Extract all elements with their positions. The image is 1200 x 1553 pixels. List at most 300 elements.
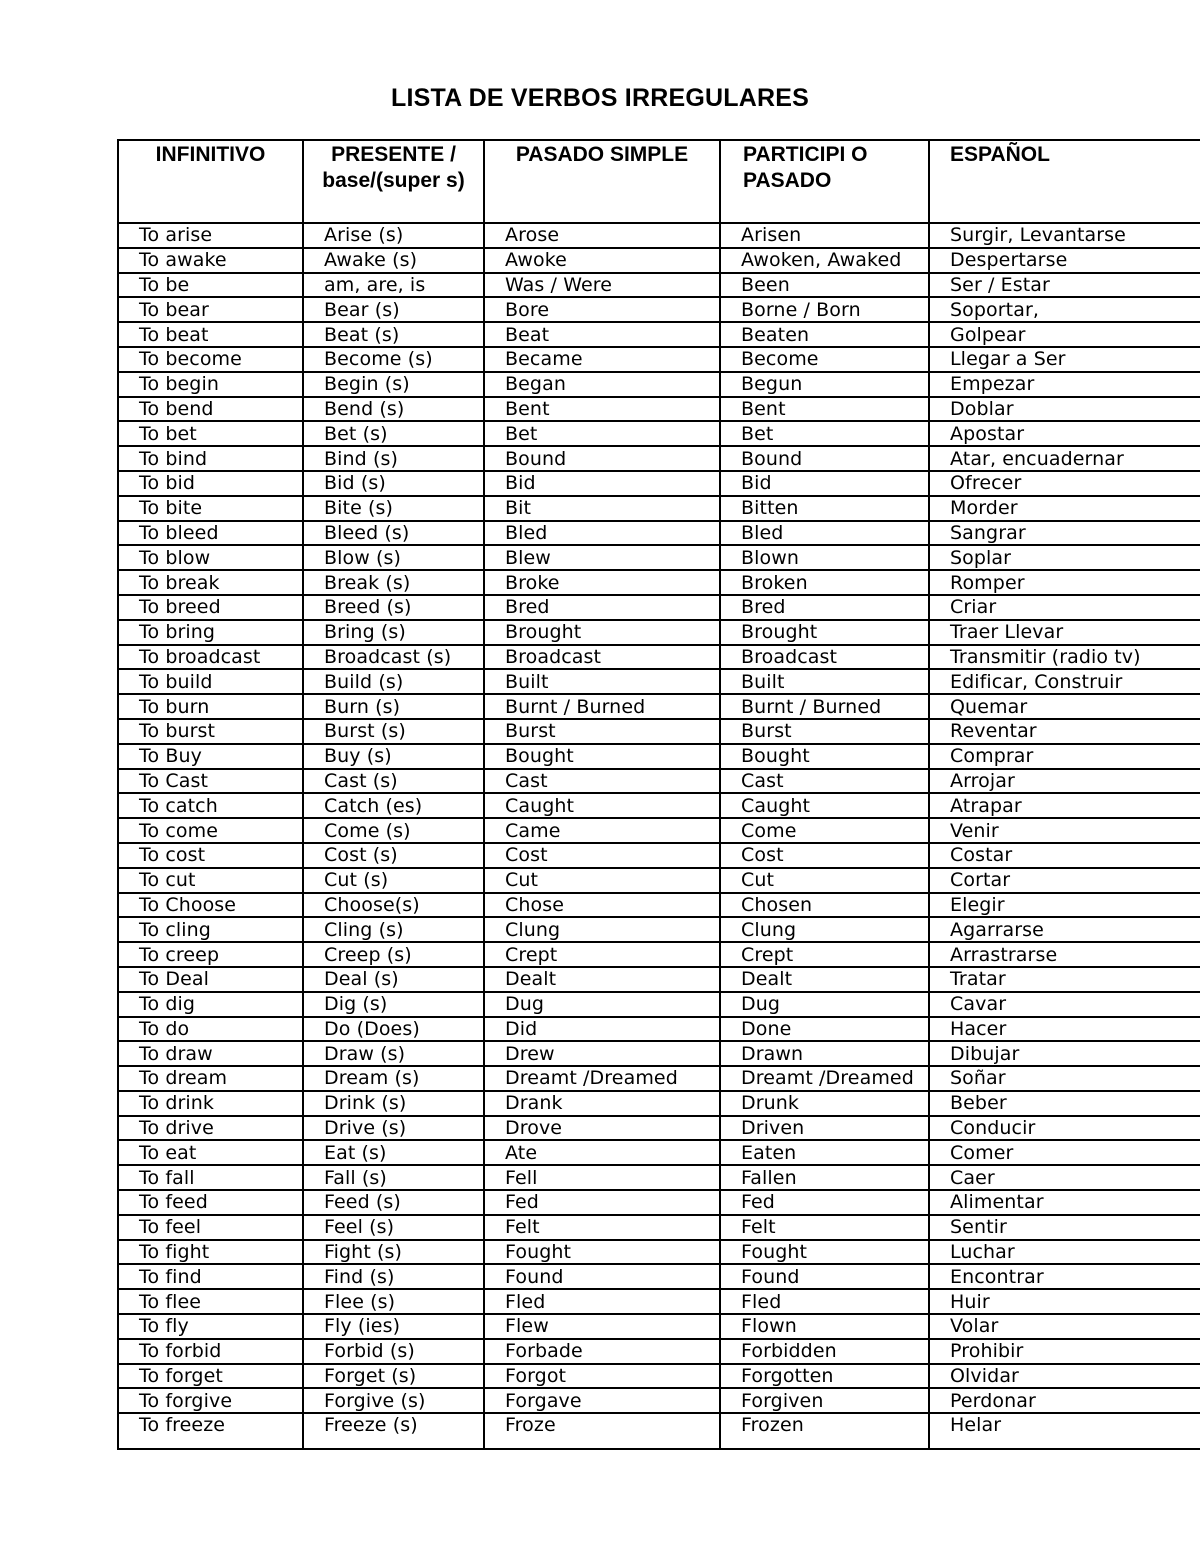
header-espanol: ESPAÑOL [929, 140, 1200, 223]
infinitivo-cell: To break [118, 570, 303, 595]
infinitivo-cell: To do [118, 1017, 303, 1042]
presente-cell: Catch (es) [303, 793, 484, 818]
presente-cell: Burn (s) [303, 694, 484, 719]
presente-cell: Draw (s) [303, 1041, 484, 1066]
participio-cell: Broken [720, 570, 929, 595]
espanol-cell: Huir [929, 1289, 1200, 1314]
infinitivo-cell: To forbid [118, 1339, 303, 1364]
pasado-simple-cell: Crept [484, 942, 720, 967]
pasado-simple-cell: Found [484, 1264, 720, 1289]
table-row [118, 1116, 1200, 1141]
espanol-cell: Tratar [929, 967, 1200, 992]
pasado-simple-cell: Came [484, 818, 720, 843]
pasado-simple-cell: Fell [484, 1165, 720, 1190]
table-row [118, 1215, 1200, 1240]
pasado-simple-cell: Fled [484, 1289, 720, 1314]
table-row [118, 967, 1200, 992]
presente-cell: Cut (s) [303, 868, 484, 893]
presente-cell: Bid (s) [303, 471, 484, 496]
participio-cell: Fed [720, 1190, 929, 1215]
presente-cell: Cost (s) [303, 843, 484, 868]
participio-cell: Dug [720, 992, 929, 1017]
presente-cell: Feed (s) [303, 1190, 484, 1215]
espanol-cell: Venir [929, 818, 1200, 843]
presente-cell: Become (s) [303, 347, 484, 372]
table-body [118, 223, 1200, 1449]
participio-cell: Beaten [720, 322, 929, 347]
table-row [118, 719, 1200, 744]
pasado-simple-cell: Dealt [484, 967, 720, 992]
table-row [118, 1339, 1200, 1364]
infinitivo-cell: To drive [118, 1116, 303, 1141]
infinitivo-cell: To broadcast [118, 645, 303, 670]
table-row [118, 471, 1200, 496]
presente-cell: Freeze (s) [303, 1413, 484, 1449]
infinitivo-cell: To feed [118, 1190, 303, 1215]
participio-cell: Been [720, 273, 929, 298]
pasado-simple-cell: Blew [484, 545, 720, 570]
table-header-row [118, 140, 1200, 223]
infinitivo-cell: To awake [118, 248, 303, 273]
participio-cell: Chosen [720, 893, 929, 918]
table-row [118, 1041, 1200, 1066]
presente-cell: Forget (s) [303, 1364, 484, 1389]
presente-cell: Creep (s) [303, 942, 484, 967]
infinitivo-cell: To be [118, 273, 303, 298]
participio-cell: Frozen [720, 1413, 929, 1449]
espanol-cell: Quemar [929, 694, 1200, 719]
table-row [118, 769, 1200, 794]
pasado-simple-cell: Bound [484, 446, 720, 471]
participio-cell: Drawn [720, 1041, 929, 1066]
espanol-cell: Criar [929, 595, 1200, 620]
espanol-cell: Elegir [929, 893, 1200, 918]
pasado-simple-cell: Broke [484, 570, 720, 595]
table-row [118, 496, 1200, 521]
pasado-simple-cell: Did [484, 1017, 720, 1042]
pasado-simple-cell: Fought [484, 1240, 720, 1265]
presente-cell: Buy (s) [303, 744, 484, 769]
participio-cell: Forgotten [720, 1364, 929, 1389]
espanol-cell: Encontrar [929, 1264, 1200, 1289]
table-row [118, 1091, 1200, 1116]
espanol-cell: Perdonar [929, 1388, 1200, 1413]
presente-cell: Bite (s) [303, 496, 484, 521]
irregular-verbs-table [117, 139, 1200, 1450]
pasado-simple-cell: Froze [484, 1413, 720, 1449]
espanol-cell: Reventar [929, 719, 1200, 744]
presente-cell: Awake (s) [303, 248, 484, 273]
table-row [118, 843, 1200, 868]
table-row [118, 1264, 1200, 1289]
participio-cell: Fled [720, 1289, 929, 1314]
presente-cell: Dream (s) [303, 1066, 484, 1091]
presente-cell: Breed (s) [303, 595, 484, 620]
participio-cell: Bet [720, 421, 929, 446]
participio-cell: Drunk [720, 1091, 929, 1116]
participio-cell: Blown [720, 545, 929, 570]
presente-cell: Begin (s) [303, 372, 484, 397]
infinitivo-cell: To cost [118, 843, 303, 868]
pasado-simple-cell: Broadcast [484, 645, 720, 670]
pasado-simple-cell: Forgot [484, 1364, 720, 1389]
participio-cell: Done [720, 1017, 929, 1042]
infinitivo-cell: To freeze [118, 1413, 303, 1449]
table-row [118, 1165, 1200, 1190]
pasado-simple-cell: Drank [484, 1091, 720, 1116]
espanol-cell: Sangrar [929, 521, 1200, 546]
presente-cell: Broadcast (s) [303, 645, 484, 670]
espanol-cell: Dibujar [929, 1041, 1200, 1066]
header-participio: PARTICIPI O PASADO [720, 140, 929, 223]
espanol-cell: Cavar [929, 992, 1200, 1017]
espanol-cell: Luchar [929, 1240, 1200, 1265]
espanol-cell: Soñar [929, 1066, 1200, 1091]
participio-cell: Fought [720, 1240, 929, 1265]
table-row [118, 1388, 1200, 1413]
espanol-cell: Alimentar [929, 1190, 1200, 1215]
participio-cell: Forgiven [720, 1388, 929, 1413]
espanol-cell: Conducir [929, 1116, 1200, 1141]
infinitivo-cell: To bind [118, 446, 303, 471]
participio-cell: Bent [720, 397, 929, 422]
participio-cell: Awoken, Awaked [720, 248, 929, 273]
presente-cell: Drive (s) [303, 1116, 484, 1141]
pasado-simple-cell: Caught [484, 793, 720, 818]
participio-cell: Become [720, 347, 929, 372]
infinitivo-cell: To catch [118, 793, 303, 818]
participio-cell: Burnt / Burned [720, 694, 929, 719]
pasado-simple-cell: Chose [484, 893, 720, 918]
presente-cell: Forbid (s) [303, 1339, 484, 1364]
pasado-simple-cell: Burnt / Burned [484, 694, 720, 719]
espanol-cell: Helar [929, 1413, 1200, 1449]
table-row [118, 1364, 1200, 1389]
pasado-simple-cell: Was / Were [484, 273, 720, 298]
participio-cell: Bred [720, 595, 929, 620]
presente-cell: Cast (s) [303, 769, 484, 794]
table-row [118, 669, 1200, 694]
infinitivo-cell: To creep [118, 942, 303, 967]
infinitivo-cell: To forgive [118, 1388, 303, 1413]
infinitivo-cell: To draw [118, 1041, 303, 1066]
participio-cell: Begun [720, 372, 929, 397]
participio-cell: Cut [720, 868, 929, 893]
table-row [118, 397, 1200, 422]
infinitivo-cell: To burst [118, 719, 303, 744]
presente-cell: Blow (s) [303, 545, 484, 570]
table-row [118, 347, 1200, 372]
table-row [118, 893, 1200, 918]
table-row [118, 1140, 1200, 1165]
pasado-simple-cell: Forbade [484, 1339, 720, 1364]
presente-cell: Choose(s) [303, 893, 484, 918]
participio-cell: Burst [720, 719, 929, 744]
infinitivo-cell: To burn [118, 694, 303, 719]
pasado-simple-cell: Bit [484, 496, 720, 521]
pasado-simple-cell: Dug [484, 992, 720, 1017]
participio-cell: Built [720, 669, 929, 694]
presente-cell: Bend (s) [303, 397, 484, 422]
presente-cell: Bet (s) [303, 421, 484, 446]
espanol-cell: Romper [929, 570, 1200, 595]
table-row [118, 1413, 1200, 1449]
infinitivo-cell: To fall [118, 1165, 303, 1190]
presente-cell: Bind (s) [303, 446, 484, 471]
table-row [118, 521, 1200, 546]
espanol-cell: Llegar a Ser [929, 347, 1200, 372]
header-infinitivo: INFINITIVO [118, 140, 303, 223]
pasado-simple-cell: Felt [484, 1215, 720, 1240]
espanol-cell: Comer [929, 1140, 1200, 1165]
espanol-cell: Atrapar [929, 793, 1200, 818]
table-row [118, 868, 1200, 893]
pasado-simple-cell: Cost [484, 843, 720, 868]
infinitivo-cell: To forget [118, 1364, 303, 1389]
presente-cell: Find (s) [303, 1264, 484, 1289]
table-row [118, 273, 1200, 298]
pasado-simple-cell: Brought [484, 620, 720, 645]
pasado-simple-cell: Awoke [484, 248, 720, 273]
infinitivo-cell: To feel [118, 1215, 303, 1240]
espanol-cell: Atar, encuadernar [929, 446, 1200, 471]
participio-cell: Forbidden [720, 1339, 929, 1364]
espanol-cell: Morder [929, 496, 1200, 521]
pasado-simple-cell: Built [484, 669, 720, 694]
espanol-cell: Arrojar [929, 769, 1200, 794]
participio-cell: Fallen [720, 1165, 929, 1190]
espanol-cell: Ofrecer [929, 471, 1200, 496]
pasado-simple-cell: Drew [484, 1041, 720, 1066]
participio-cell: Driven [720, 1116, 929, 1141]
table-row [118, 446, 1200, 471]
table-row [118, 818, 1200, 843]
table-row [118, 372, 1200, 397]
infinitivo-cell: To dream [118, 1066, 303, 1091]
espanol-cell: Despertarse [929, 248, 1200, 273]
header-pasado-simple: PASADO SIMPLE [484, 140, 720, 223]
pasado-simple-cell: Bought [484, 744, 720, 769]
participio-cell: Dealt [720, 967, 929, 992]
infinitivo-cell: To Buy [118, 744, 303, 769]
pasado-simple-cell: Cast [484, 769, 720, 794]
infinitivo-cell: To build [118, 669, 303, 694]
presente-cell: Break (s) [303, 570, 484, 595]
participio-cell: Borne / Born [720, 297, 929, 322]
espanol-cell: Ser / Estar [929, 273, 1200, 298]
table-row [118, 620, 1200, 645]
presente-cell: Forgive (s) [303, 1388, 484, 1413]
pasado-simple-cell: Clung [484, 917, 720, 942]
infinitivo-cell: To blow [118, 545, 303, 570]
table-row [118, 595, 1200, 620]
presente-cell: Deal (s) [303, 967, 484, 992]
infinitivo-cell: To bear [118, 297, 303, 322]
table-row [118, 1066, 1200, 1091]
presente-cell: Bear (s) [303, 297, 484, 322]
espanol-cell: Prohibir [929, 1339, 1200, 1364]
table-row [118, 223, 1200, 248]
espanol-cell: Doblar [929, 397, 1200, 422]
participio-cell: Bitten [720, 496, 929, 521]
presente-cell: Eat (s) [303, 1140, 484, 1165]
infinitivo-cell: To bend [118, 397, 303, 422]
pasado-simple-cell: Burst [484, 719, 720, 744]
pasado-simple-cell: Fed [484, 1190, 720, 1215]
pasado-simple-cell: Bred [484, 595, 720, 620]
presente-cell: Cling (s) [303, 917, 484, 942]
pasado-simple-cell: Bent [484, 397, 720, 422]
pasado-simple-cell: Bid [484, 471, 720, 496]
presente-cell: Fight (s) [303, 1240, 484, 1265]
infinitivo-cell: To breed [118, 595, 303, 620]
infinitivo-cell: To fly [118, 1314, 303, 1339]
espanol-cell: Olvidar [929, 1364, 1200, 1389]
infinitivo-cell: To arise [118, 223, 303, 248]
table-row [118, 793, 1200, 818]
infinitivo-cell: To fight [118, 1240, 303, 1265]
presente-cell: Bleed (s) [303, 521, 484, 546]
table-row [118, 570, 1200, 595]
espanol-cell: Comprar [929, 744, 1200, 769]
table-row [118, 744, 1200, 769]
espanol-cell: Beber [929, 1091, 1200, 1116]
espanol-cell: Transmitir (radio tv) [929, 645, 1200, 670]
participio-cell: Bought [720, 744, 929, 769]
presente-cell: Fly (ies) [303, 1314, 484, 1339]
participio-cell: Crept [720, 942, 929, 967]
participio-cell: Found [720, 1264, 929, 1289]
presente-cell: Feel (s) [303, 1215, 484, 1240]
participio-cell: Clung [720, 917, 929, 942]
pasado-simple-cell: Bled [484, 521, 720, 546]
presente-cell: Flee (s) [303, 1289, 484, 1314]
page-title: LISTA DE VERBOS IRREGULARES [391, 84, 809, 112]
table-row [118, 421, 1200, 446]
table-row [118, 545, 1200, 570]
presente-cell: Beat (s) [303, 322, 484, 347]
table-row [118, 992, 1200, 1017]
pasado-simple-cell: Beat [484, 322, 720, 347]
table-row [118, 917, 1200, 942]
presente-cell: Fall (s) [303, 1165, 484, 1190]
infinitivo-cell: To Cast [118, 769, 303, 794]
table-row [118, 1314, 1200, 1339]
pasado-simple-cell: Cut [484, 868, 720, 893]
espanol-cell: Edificar, Construir [929, 669, 1200, 694]
espanol-cell: Agarrarse [929, 917, 1200, 942]
espanol-cell: Hacer [929, 1017, 1200, 1042]
participio-cell: Cast [720, 769, 929, 794]
presente-cell: Bring (s) [303, 620, 484, 645]
presente-cell: Do (Does) [303, 1017, 484, 1042]
espanol-cell: Empezar [929, 372, 1200, 397]
pasado-simple-cell: Ate [484, 1140, 720, 1165]
espanol-cell: Cortar [929, 868, 1200, 893]
participio-cell: Cost [720, 843, 929, 868]
infinitivo-cell: To eat [118, 1140, 303, 1165]
presente-cell: Come (s) [303, 818, 484, 843]
pasado-simple-cell: Bet [484, 421, 720, 446]
espanol-cell: Caer [929, 1165, 1200, 1190]
infinitivo-cell: To come [118, 818, 303, 843]
table-row [118, 694, 1200, 719]
table-row [118, 297, 1200, 322]
table-row [118, 248, 1200, 273]
table-row [118, 1017, 1200, 1042]
presente-cell: Arise (s) [303, 223, 484, 248]
espanol-cell: Volar [929, 1314, 1200, 1339]
pasado-simple-cell: Began [484, 372, 720, 397]
participio-cell: Felt [720, 1215, 929, 1240]
infinitivo-cell: To bleed [118, 521, 303, 546]
espanol-cell: Surgir, Levantarse [929, 223, 1200, 248]
infinitivo-cell: To beat [118, 322, 303, 347]
infinitivo-cell: To become [118, 347, 303, 372]
presente-cell: Build (s) [303, 669, 484, 694]
presente-cell: am, are, is [303, 273, 484, 298]
espanol-cell: Arrastrarse [929, 942, 1200, 967]
table-row [118, 942, 1200, 967]
infinitivo-cell: To Choose [118, 893, 303, 918]
infinitivo-cell: To dig [118, 992, 303, 1017]
participio-cell: Bled [720, 521, 929, 546]
participio-cell: Come [720, 818, 929, 843]
espanol-cell: Costar [929, 843, 1200, 868]
participio-cell: Broadcast [720, 645, 929, 670]
participio-cell: Brought [720, 620, 929, 645]
infinitivo-cell: To drink [118, 1091, 303, 1116]
pasado-simple-cell: Dreamt /Dreamed [484, 1066, 720, 1091]
header-presente: PRESENTE / base/(super s) [303, 140, 484, 223]
participio-cell: Bid [720, 471, 929, 496]
pasado-simple-cell: Became [484, 347, 720, 372]
table-row [118, 1240, 1200, 1265]
participio-cell: Eaten [720, 1140, 929, 1165]
presente-cell: Dig (s) [303, 992, 484, 1017]
pasado-simple-cell: Forgave [484, 1388, 720, 1413]
infinitivo-cell: To flee [118, 1289, 303, 1314]
table-row [118, 1190, 1200, 1215]
participio-cell: Dreamt /Dreamed [720, 1066, 929, 1091]
pasado-simple-cell: Drove [484, 1116, 720, 1141]
espanol-cell: Sentir [929, 1215, 1200, 1240]
infinitivo-cell: To begin [118, 372, 303, 397]
participio-cell: Caught [720, 793, 929, 818]
infinitivo-cell: To bet [118, 421, 303, 446]
table-row [118, 1289, 1200, 1314]
pasado-simple-cell: Flew [484, 1314, 720, 1339]
presente-cell: Burst (s) [303, 719, 484, 744]
participio-cell: Arisen [720, 223, 929, 248]
table-row [118, 322, 1200, 347]
espanol-cell: Traer Llevar [929, 620, 1200, 645]
infinitivo-cell: To find [118, 1264, 303, 1289]
espanol-cell: Apostar [929, 421, 1200, 446]
pasado-simple-cell: Arose [484, 223, 720, 248]
espanol-cell: Soplar [929, 545, 1200, 570]
infinitivo-cell: To Deal [118, 967, 303, 992]
infinitivo-cell: To cut [118, 868, 303, 893]
espanol-cell: Golpear [929, 322, 1200, 347]
infinitivo-cell: To cling [118, 917, 303, 942]
infinitivo-cell: To bring [118, 620, 303, 645]
participio-cell: Flown [720, 1314, 929, 1339]
pasado-simple-cell: Bore [484, 297, 720, 322]
presente-cell: Drink (s) [303, 1091, 484, 1116]
espanol-cell: Soportar, [929, 297, 1200, 322]
infinitivo-cell: To bite [118, 496, 303, 521]
